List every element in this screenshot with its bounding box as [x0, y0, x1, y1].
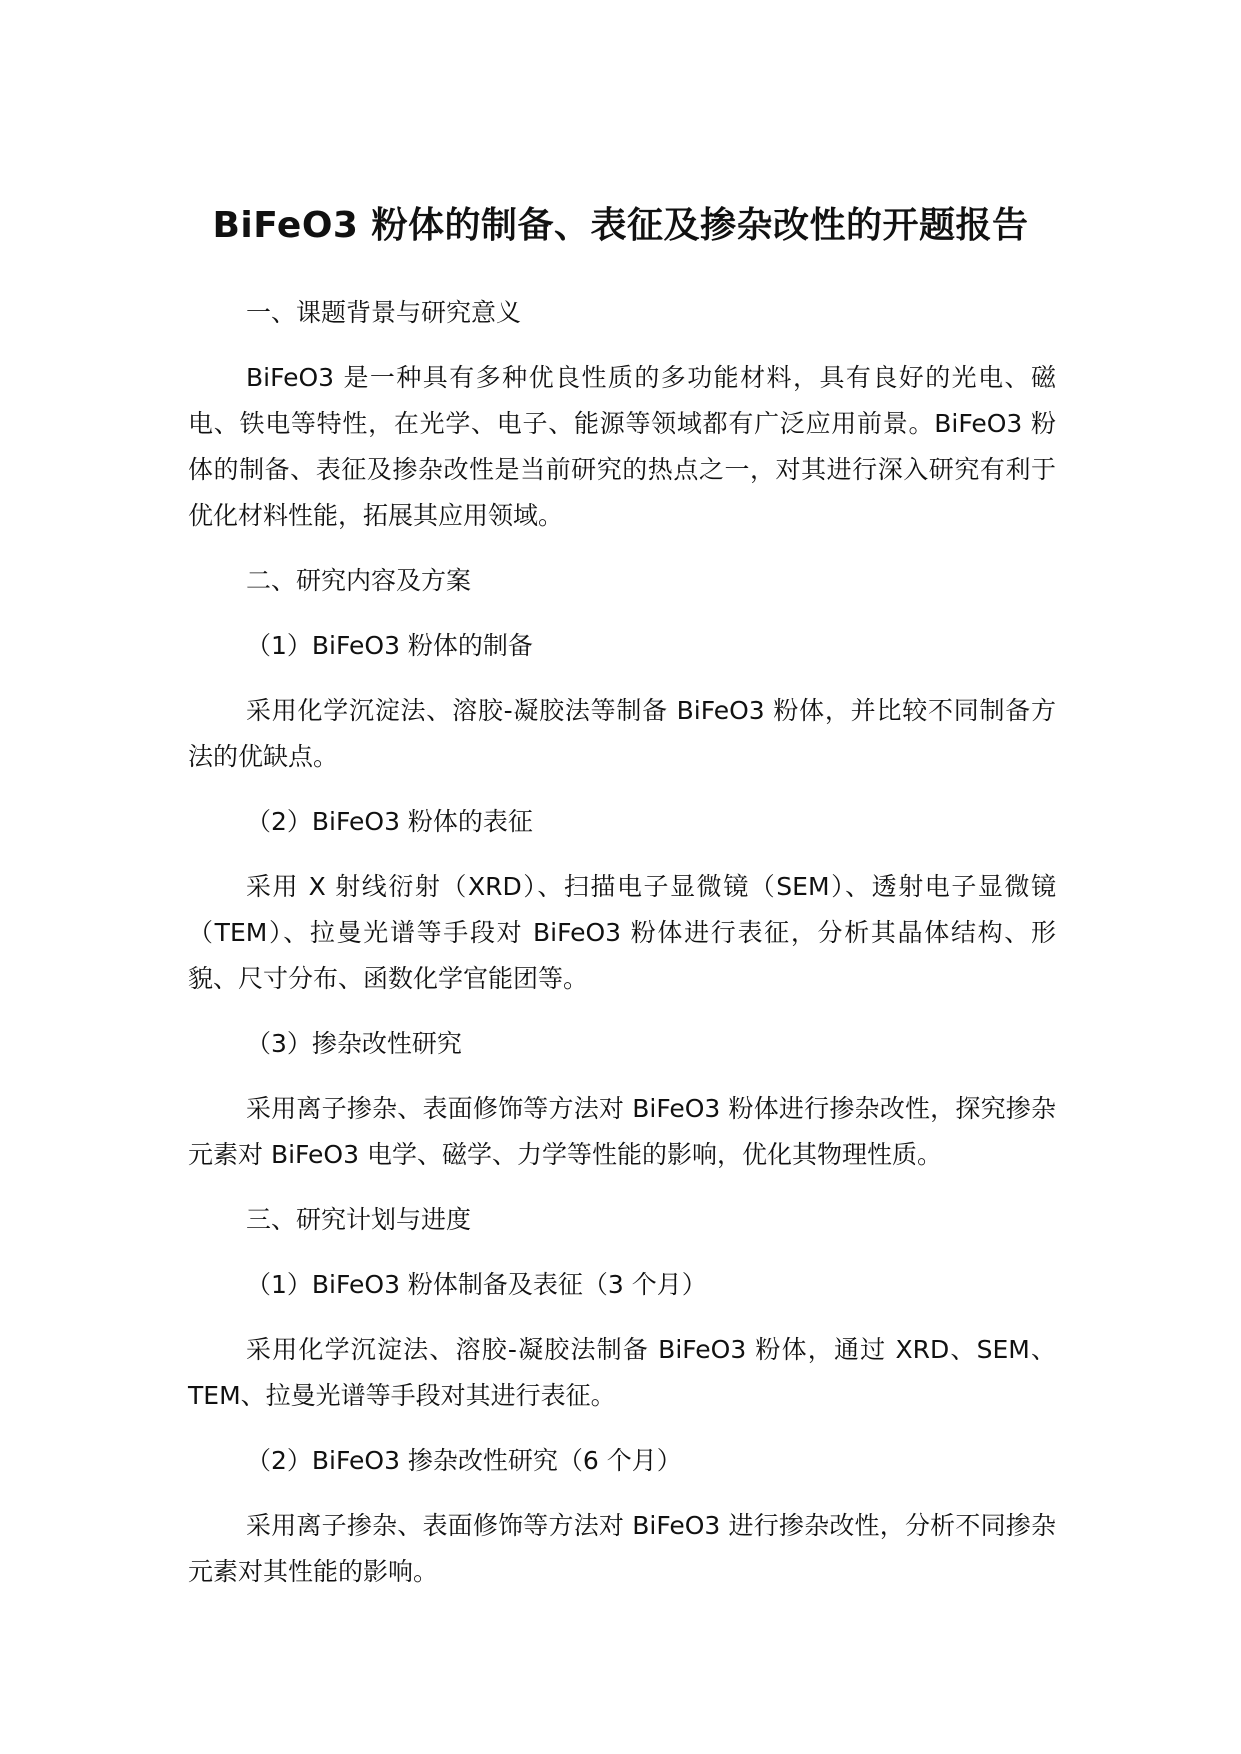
- subsection-heading: （2）BiFeO3 粉体的表征: [246, 807, 533, 836]
- section-heading: 一、课题背景与研究意义: [246, 298, 522, 327]
- paragraph: BiFeO3 是一种具有多种优良性质的多功能材料，具有良好的光电、磁电、铁电等特性，在光学、电子、能源等领域都有广泛应用前景。BiFeO3 粉体的制备、表征及掺杂改性是当前研究的热点之一，对其进行深入研究有利于优化材料性能，拓展其应用领域。: [188, 363, 1056, 530]
- paragraph: 采用离子掺杂、表面修饰等方法对 BiFeO3 粉体进行掺杂改性，探究掺杂元素对 BiFeO3 电学、磁学、力学等性能的影响，优化其物理性质。: [188, 1094, 1056, 1169]
- paragraph: 采用化学沉淀法、溶胶-凝胶法等制备 BiFeO3 粉体，并比较不同制备方法的优缺点。: [188, 696, 1056, 771]
- subsection-heading: （1）BiFeO3 粉体的制备: [246, 631, 533, 660]
- paragraph: 采用离子掺杂、表面修饰等方法对 BiFeO3 进行掺杂改性，分析不同掺杂元素对其性能的影响。: [188, 1511, 1056, 1586]
- document-title: BiFeO3 粉体的制备、表征及掺杂改性的开题报告: [212, 205, 1029, 247]
- section-heading: 二、研究内容及方案: [246, 566, 472, 595]
- subsection-heading: （3）掺杂改性研究: [246, 1029, 462, 1058]
- paragraph: 采用化学沉淀法、溶胶-凝胶法制备 BiFeO3 粉体，通过 XRD、SEM、TEM、拉曼光谱等手段对其进行表征。: [188, 1335, 1056, 1410]
- paragraph: 采用 X 射线衍射（XRD）、扫描电子显微镜（SEM）、透射电子显微镜（TEM）、拉曼光谱等手段对 BiFeO3 粉体进行表征，分析其晶体结构、形貌、尺寸分布、函数化学官能团等。: [188, 872, 1056, 993]
- document-body: [188, 290, 1056, 1595]
- subsection-heading: （2）BiFeO3 掺杂改性研究（6 个月）: [246, 1446, 682, 1475]
- section-heading: 三、研究计划与进度: [246, 1205, 472, 1234]
- subsection-heading: （1）BiFeO3 粉体制备及表征（3 个月）: [246, 1270, 707, 1299]
